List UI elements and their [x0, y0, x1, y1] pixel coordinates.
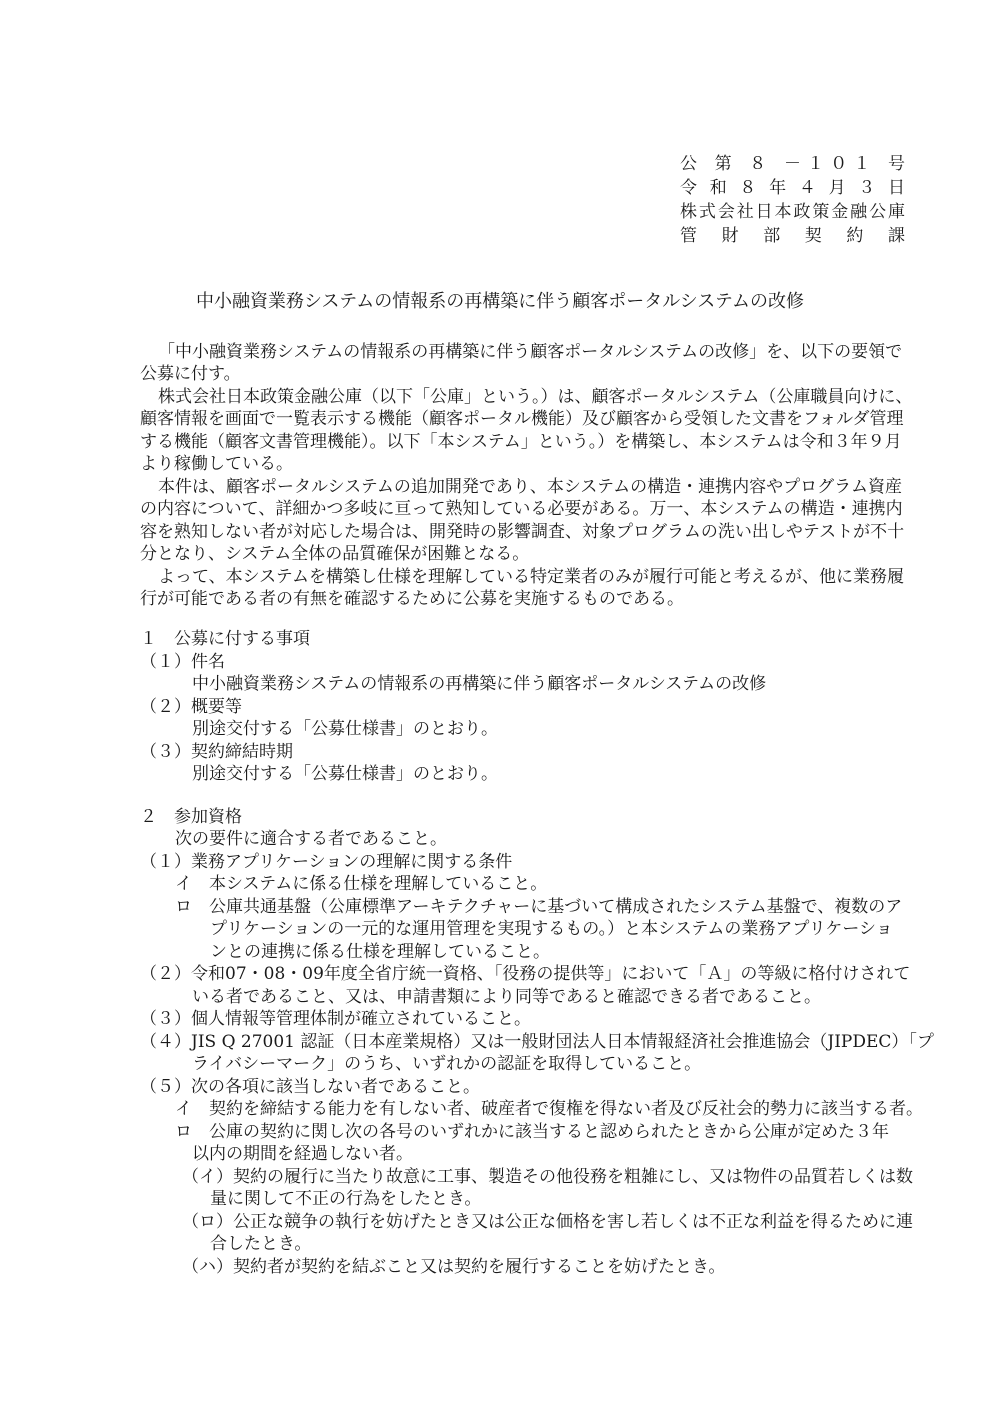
intro-line: する機能（顧客文書管理機能）。以下「本システム」という。）を構築し、本システムは令和３年９月 [140, 432, 902, 452]
document-number: 公 第 ８ －１０１ 号 [680, 154, 905, 174]
intro-line: 「中小融資業務システムの情報系の再構築に伴う顧客ポータルシステムの改修」を、以下の要領で [158, 342, 903, 362]
section-line: イ 本システムに係る仕様を理解していること。 [175, 874, 548, 894]
section-line: 量に関して不正の行為をしたとき。 [210, 1189, 482, 1209]
section-heading: １ 公募に付する事項 [140, 629, 310, 649]
intro-line: の内容について、詳細かつ多岐に亘って熟知している必要がある。万一、本システムの構造・連携内 [140, 499, 903, 519]
section-line: （４）JIS Q 27001 認証（日本産業規格）又は一般財団法人日本情報経済社会推進協会（JIPDEC）「プ [140, 1032, 934, 1052]
section-line: 合したとき。 [210, 1234, 312, 1254]
intro-line: よって、本システムを構築し仕様を理解している特定業者のみが履行可能と考えるが、他に業務履 [158, 567, 904, 587]
section-line: （ロ）公正な競争の執行を妨げたとき又は公正な価格を害し若しくは不正な利益を得るために連 [182, 1212, 913, 1232]
section-item: （１）件名 [140, 652, 225, 672]
section-line: （ハ）契約者が契約を結ぶこと又は契約を履行することを妨げたとき。 [182, 1257, 726, 1277]
section-line: プリケーションの一元的な運用管理を実現するもの。）と本システムの業務アプリケーショ [210, 919, 893, 939]
intro-line: 本件は、顧客ポータルシステムの追加開発であり、本システムの構造・連携内容やプログラム資産 [158, 477, 903, 497]
section-line: イ 契約を締結する能力を有しない者、破産者で復権を得ない者及び反社会的勢力に該当する者。 [175, 1099, 923, 1119]
intro-line: 行が可能である者の有無を確認するために公募を実施するものである。 [140, 589, 684, 609]
section-item: （２）概要等 [140, 697, 242, 717]
document-date: 令 和 ８ 年 ４ 月 ３ 日 [680, 178, 905, 198]
section-line: ロ 公庫の契約に関し次の各号のいずれかに該当すると認められたときから公庫が定めた３年 [175, 1122, 889, 1142]
section-line: ロ 公庫共通基盤（公庫標準アーキテクチャーに基づいて構成されたシステム基盤で、複数のア [175, 897, 903, 917]
intro-line: 顧客情報を画面で一覧表示する機能（顧客ポータル機能）及び顧客から受領した文書をフォルダ管理 [140, 409, 904, 429]
section-item: 別途交付する「公募仕様書」のとおり。 [192, 719, 498, 739]
intro-line: 公募に付す。 [140, 364, 241, 384]
section-item: 別途交付する「公募仕様書」のとおり。 [192, 764, 498, 784]
issuer-organization: 株式会社日本政策金融公庫 [680, 202, 905, 222]
section-line: 次の要件に適合する者であること。 [175, 829, 447, 849]
issuer-department: 管 財 部 契 約 課 [680, 226, 905, 246]
section-heading: ２ 参加資格 [140, 807, 242, 827]
section-line: （２）令和07・08・09年度全省庁統一資格、「役務の提供等」において「Ａ」の等級に格付けされて [140, 964, 911, 984]
section-line: いる者であること、又は、申請書類により同等であると確認できる者であること。 [192, 987, 821, 1007]
section-line: （３）個人情報等管理体制が確立されていること。 [140, 1009, 531, 1029]
section-line: 以内の期間を経過しない者。 [192, 1144, 413, 1164]
intro-line: 容を熟知しない者が対応した場合は、開発時の影響調査、対象プログラムの洗い出しやテストが不十 [140, 522, 905, 542]
intro-line: 株式会社日本政策金融公庫（以下「公庫」という。）は、顧客ポータルシステム（公庫職員向けに、 [158, 387, 913, 407]
section-item: （３）契約締結時期 [140, 742, 293, 762]
intro-line: より稼働している。 [140, 454, 293, 474]
section-line: ライバシーマーク」のうち、いずれかの認証を取得していること。 [192, 1054, 702, 1074]
document-title: 中小融資業務システムの情報系の再構築に伴う顧客ポータルシステムの改修 [196, 291, 804, 312]
section-line: （５）次の各項に該当しない者であること。 [140, 1077, 480, 1097]
section-line: （イ）契約の履行に当たり故意に工事、製造その他役務を粗雑にし、又は物件の品質若しくは数 [182, 1167, 913, 1187]
section-line: （１）業務アプリケーションの理解に関する条件 [140, 852, 513, 872]
section-item: 中小融資業務システムの情報系の再構築に伴う顧客ポータルシステムの改修 [192, 674, 767, 694]
section-line: ンとの連携に係る仕様を理解していること。 [210, 942, 550, 962]
intro-line: 分となり、システム全体の品質確保が困難となる。 [140, 544, 530, 564]
